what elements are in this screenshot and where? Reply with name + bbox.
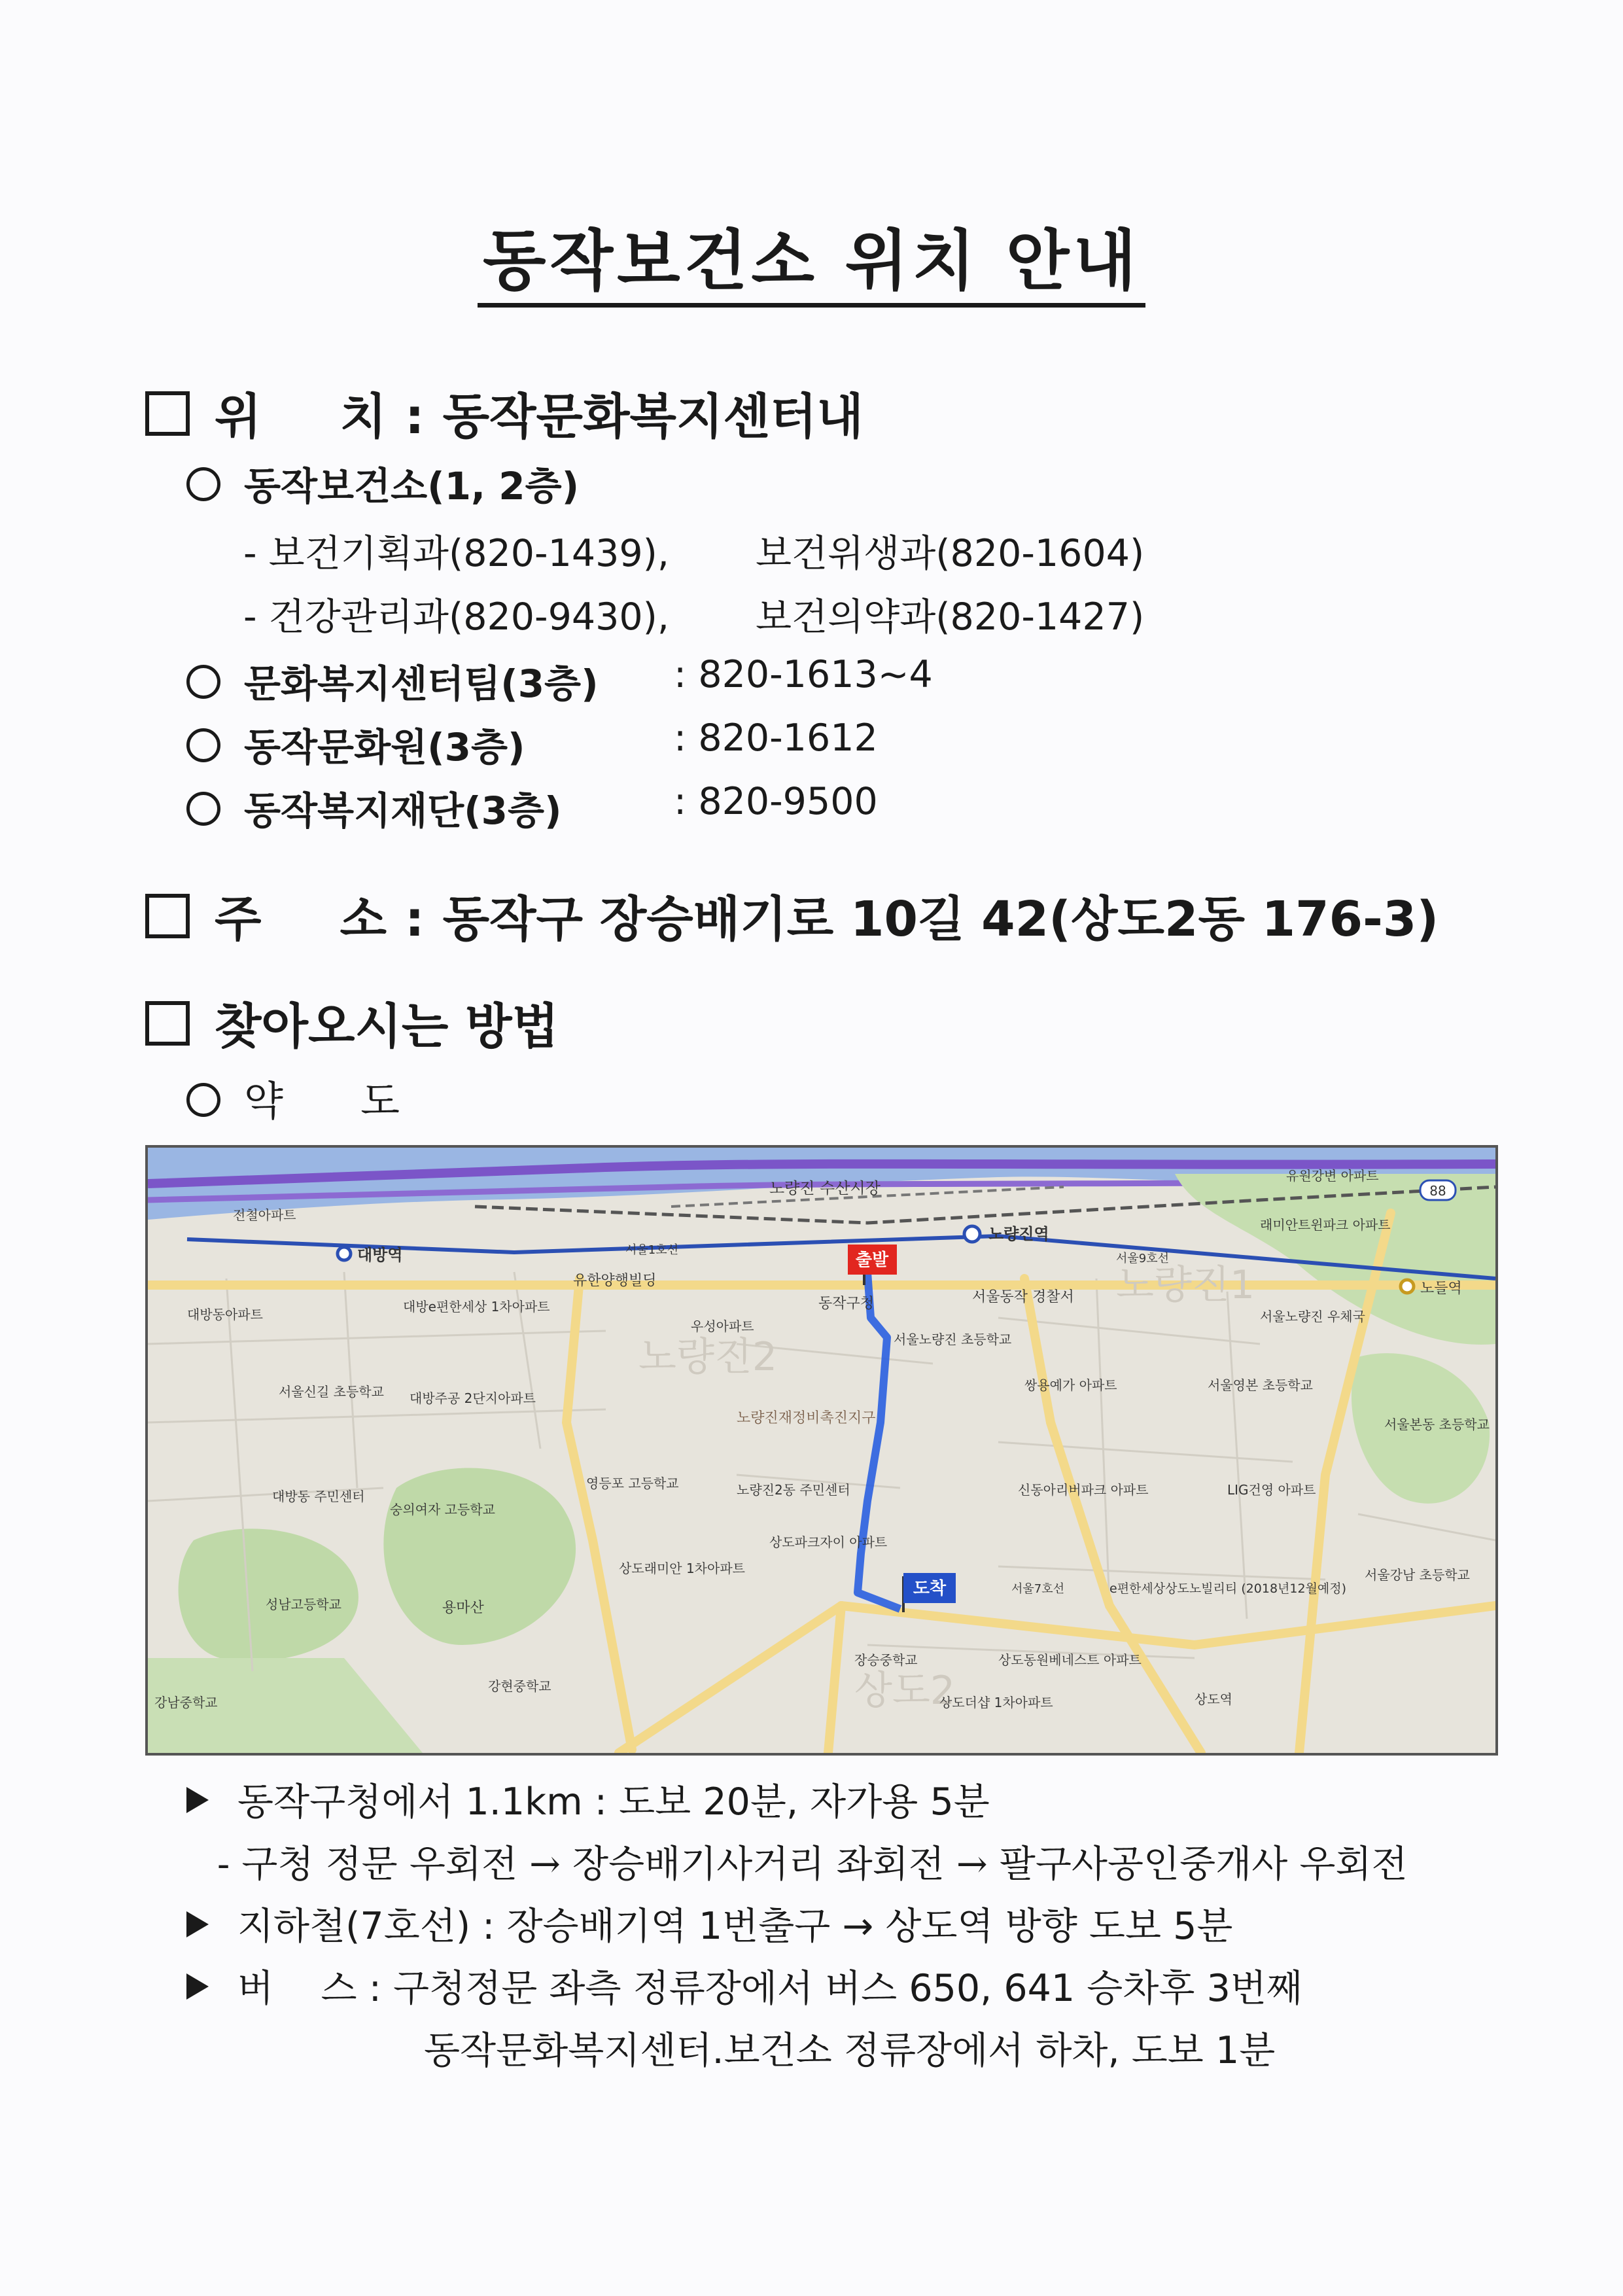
location-map [145,1145,1498,1756]
map-watermark-noryangjin: 노량진2 [638,1334,778,1380]
map-label: 쌍용예가 아파트 [1024,1377,1117,1393]
map-label: 상도더샵 1차아파트 [939,1695,1053,1710]
map-label: 상도역 [1195,1691,1232,1707]
map-label: 상도파크자이 아파트 [769,1534,888,1550]
svg-text:상도2: 상도2 [854,1668,956,1714]
square-bullet-icon [145,894,190,938]
map-label: 동작구청 [818,1296,875,1312]
circle-bullet-icon [186,792,220,826]
map-label: 용마산 [442,1600,484,1616]
map-label: 대방주공 2단지아파트 [410,1390,536,1406]
triangle-bullet-icon [186,1787,209,1813]
map-label: 88 [1429,1183,1446,1199]
triangle-bullet-icon [186,1973,209,2000]
map-label: 서울노량진 초등학교 [894,1332,1012,1347]
map-start-label: 출발 [855,1250,889,1270]
map-label: 노량진 수산시장 [769,1179,881,1197]
phone-number: : 820-1612 [674,716,878,760]
list-item: 동작복지재단(3층) [186,780,562,835]
map-label: 서울노량진 우체국 [1260,1309,1365,1324]
map-label: 유원강변 아파트 [1286,1168,1379,1184]
list-item: 동작문화원(3층) [186,716,525,771]
map-label: 상도래미안 1차아파트 [619,1561,745,1576]
directions-section-heading: 찾아오시는 방법 [145,988,559,1057]
phone-number: : 820-1613~4 [674,653,933,696]
map-heading: 약 도 [186,1069,400,1127]
map-label: 대방e편한세상 1차아파트 [403,1299,550,1315]
map-label: 노들역 [1420,1280,1462,1297]
map-label: 신동아리버파크 아파트 [1018,1482,1149,1498]
map-label: 서울본동 초등학교 [1384,1417,1490,1432]
location-section-heading: 위 치 : 동작문화복지센터내 [145,378,864,448]
direction-line: 지하철(7호선) : 장승배기역 1번출구 → 상도역 방향 도보 5분 [186,1896,1233,1950]
map-label: 상도동원베네스트 아파트 [998,1652,1142,1668]
page-title: 동작보건소 위치 안내 [0,208,1623,302]
direction-subline: - 구청 정문 우회전 → 장승배기사거리 좌회전 → 팔구사공인중개사 우회전 [217,1843,1408,1886]
map-label: LIG건영 아파트 [1227,1482,1316,1498]
map-label: 서울영본 초등학교 [1208,1377,1313,1393]
list-item: 동작보건소(1, 2층) [186,455,579,510]
department-line-1a: - 보건기획과(820-1439), [243,532,670,575]
list-item: 문화복지센터팀(3층) [186,653,599,708]
map-label: e편한세상상도노빌리티 (2018년12월예정) [1109,1581,1347,1596]
map-label: 노량진재정비촉진지구 [737,1410,876,1426]
map-label: 래미안트윈파크 아파트 [1260,1217,1391,1233]
circle-bullet-icon [186,1083,220,1117]
department-line-2a: - 건강관리과(820-9430), [243,595,670,639]
map-label: 서울7호선 [1011,1582,1065,1596]
direction-subline: 동작문화복지센터.보건소 정류장에서 하차, 도보 1분 [424,2029,1276,2072]
map-label: 강남중학교 [154,1695,218,1710]
department-line-2b: 보건의약과(820-1427) [756,595,1145,639]
svg-text:노량진1: 노량진1 [1116,1262,1255,1308]
map-label: 우성아파트 [691,1318,754,1334]
map-label: 서울동작 경찰서 [972,1289,1074,1305]
circle-bullet-icon [186,665,220,699]
map-label: 장승중학교 [854,1652,918,1668]
map-label: 노량진2동 주민센터 [737,1482,850,1498]
square-bullet-icon [145,1001,190,1046]
address-section-heading: 주 소 : 동작구 장승배기로 10길 42(상도2동 176-3) [145,881,1439,950]
phone-number: : 820-9500 [674,780,878,823]
map-label: 유한양행빌딩 [573,1273,657,1289]
map-label: 서울9호선 [1116,1252,1170,1265]
department-line-1b: 보건위생과(820-1604) [756,532,1145,575]
circle-bullet-icon [186,728,220,762]
map-label: 대방역 [357,1246,403,1264]
map-label: 성남고등학교 [266,1597,341,1612]
map-label: 대방동아파트 [187,1307,263,1322]
map-label: 노량진역 [988,1225,1049,1243]
map-label: 영등포 고등학교 [586,1475,679,1491]
map-label: 대방동 주민센터 [272,1489,365,1504]
direction-line: 동작구청에서 1.1km : 도보 20분, 자가용 5분 [186,1772,990,1826]
map-label: 숭의여자 고등학교 [390,1502,495,1517]
map-label: 서울강남 초등학교 [1365,1567,1470,1583]
map-label: 전철아파트 [233,1207,296,1223]
map-label: 서울1호선 [625,1243,679,1257]
map-label: 강현중학교 [488,1678,551,1694]
circle-bullet-icon [186,467,220,501]
triangle-bullet-icon [186,1911,209,1937]
direction-line: 버 스 : 구청정문 좌측 정류장에서 버스 650, 641 승차후 3번째 [186,1958,1302,2012]
map-label: 서울신길 초등학교 [279,1384,384,1400]
square-bullet-icon [145,391,190,436]
map-end-label: 도착 [913,1579,947,1598]
